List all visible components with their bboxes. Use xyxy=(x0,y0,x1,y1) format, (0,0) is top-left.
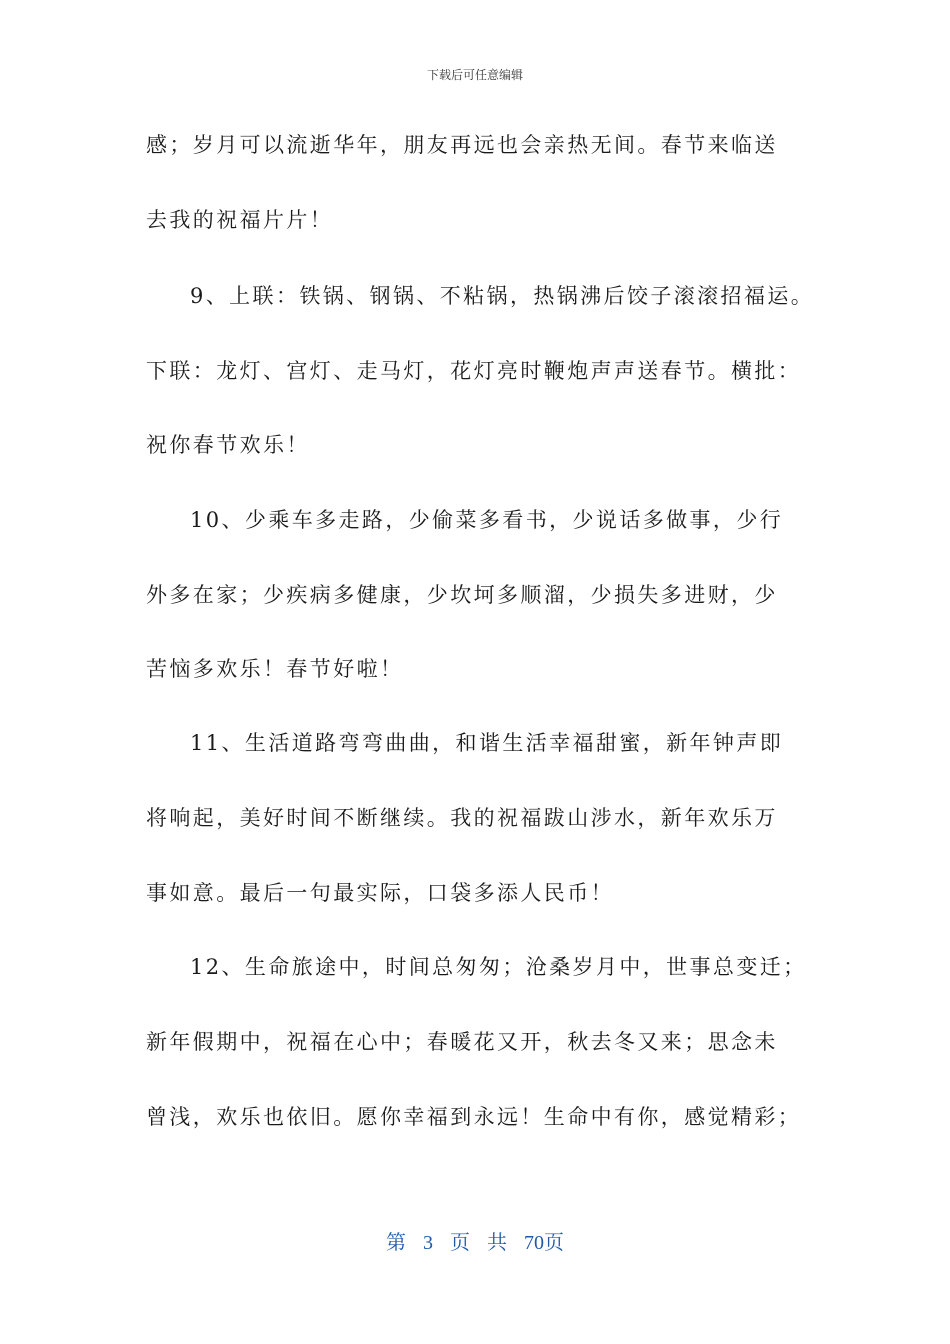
text-line: 曾浅，欢乐也依旧。愿你幸福到永远！生命中有你，感觉精彩； xyxy=(146,1105,802,1129)
text-line: 10、少乘车多走路，少偷菜多看书，少说话多做事，少行 xyxy=(190,508,784,532)
footer-label-gong: 共 xyxy=(487,1232,507,1254)
total-pages: 70页 xyxy=(524,1232,564,1254)
current-page-number: 3 xyxy=(423,1232,433,1254)
text-line: 12、生命旅途中，时间总匆匆；沧桑岁月中，世事总变迁； xyxy=(190,955,807,979)
text-line: 新年假期中，祝福在心中；春暖花又开，秋去冬又来；思念未 xyxy=(146,1030,778,1054)
footer-label-ye: 页 xyxy=(450,1232,470,1254)
text-line: 将响起，美好时间不断继续。我的祝福跋山涉水，新年欢乐万 xyxy=(146,806,778,830)
page-header: 下载后可任意编辑 xyxy=(426,68,523,82)
page-footer xyxy=(0,1226,950,1255)
text-line: 苦恼多欢乐！春节好啦！ xyxy=(146,657,404,681)
text-line: 11、生活道路弯弯曲曲，和谐生活幸福甜蜜，新年钟声即 xyxy=(190,731,784,755)
text-line: 祝你春节欢乐！ xyxy=(146,433,310,457)
text-line: 9、上联：铁锅、钢锅、不粘锅，热锅沸后饺子滚滚招福运。 xyxy=(190,284,815,308)
text-line: 下联：龙灯、宫灯、走马灯，花灯亮时鞭炮声声送春节。横批： xyxy=(146,359,802,383)
footer-label-di: 第 xyxy=(386,1232,406,1254)
text-line: 事如意。最后一句最实际，口袋多添人民币！ xyxy=(146,881,614,905)
text-line: 去我的祝福片片！ xyxy=(146,208,334,232)
text-line: 感；岁月可以流逝华年，朋友再远也会亲热无间。春节来临送 xyxy=(146,133,778,157)
text-line: 外多在家；少疾病多健康，少坎坷多顺溜，少损失多进财，少 xyxy=(146,583,778,607)
